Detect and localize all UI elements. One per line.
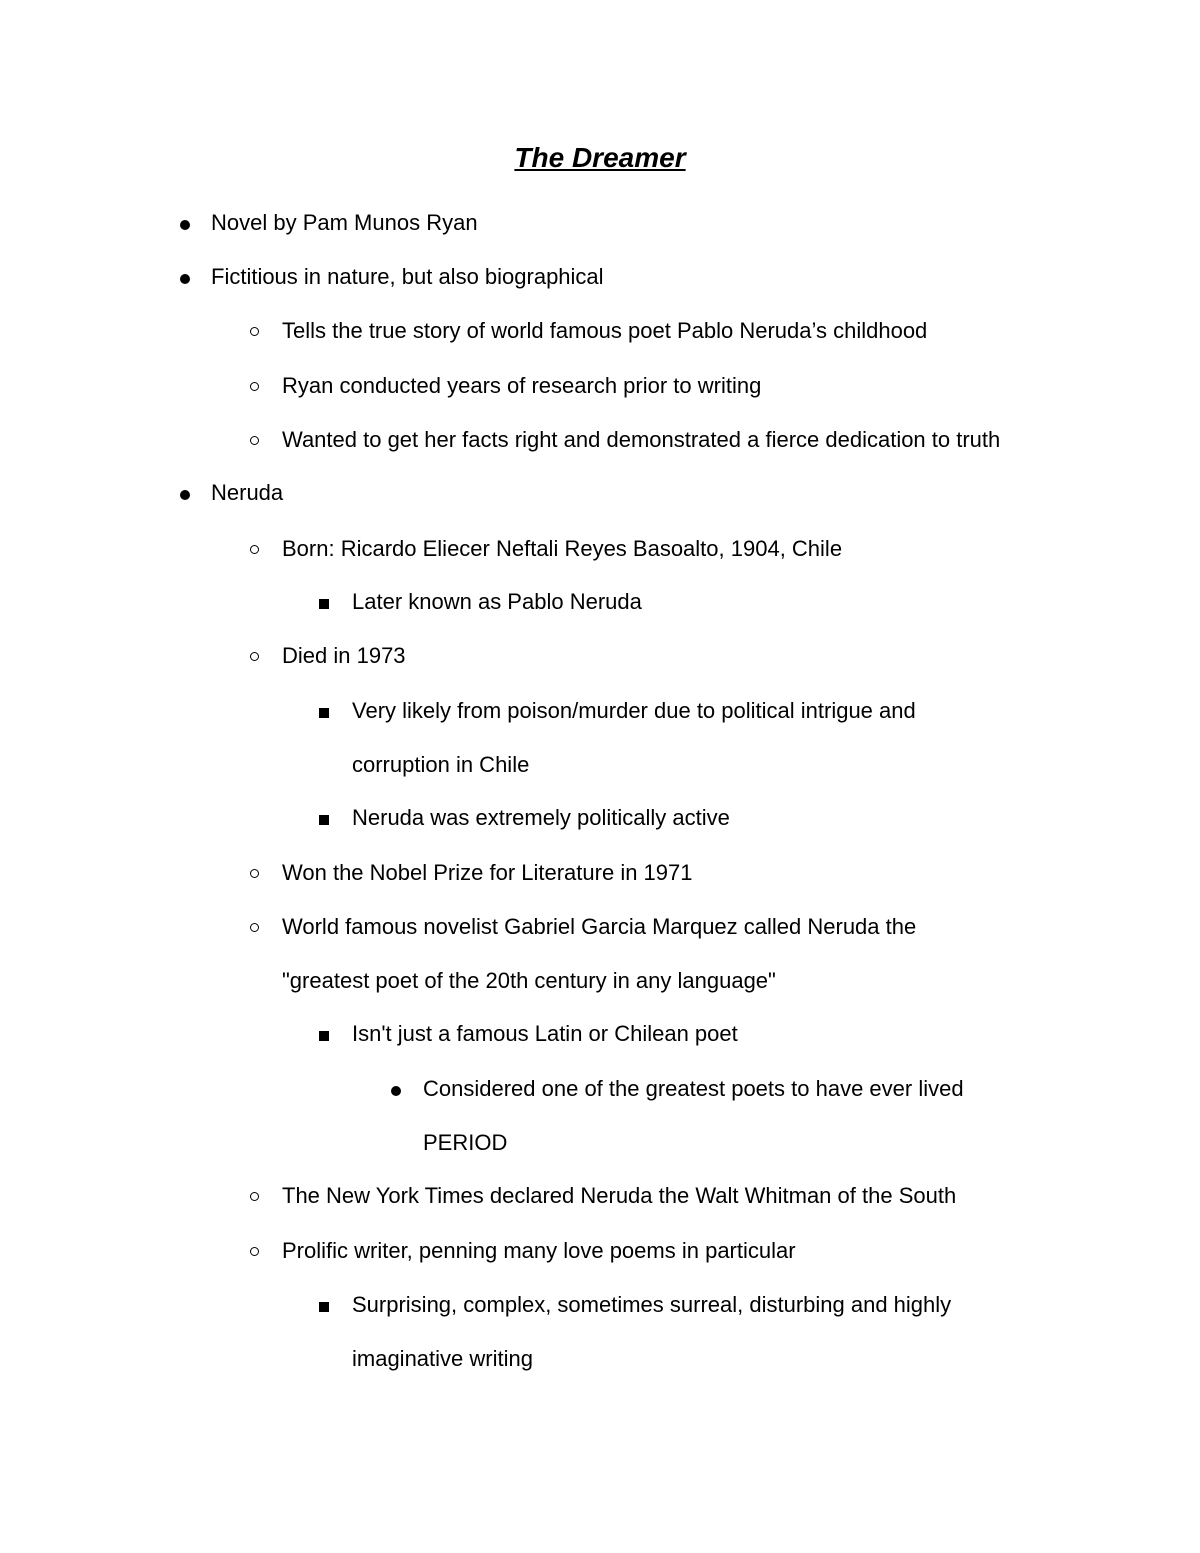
bullet-filled-circle (180, 274, 190, 284)
bullet-filled-circle (180, 220, 190, 230)
list-item: Very likely from poison/murder due to political intrigue and (352, 698, 916, 723)
list-item-continuation: imaginative writing (352, 1346, 533, 1371)
list-item: Neruda (211, 480, 284, 505)
bullet-filled-circle (391, 1086, 401, 1096)
bullet-hollow-circle (250, 923, 259, 932)
list-item: Tells the true story of world famous poet Pablo Neruda’s childhood (282, 318, 928, 343)
bullet-hollow-circle (250, 436, 259, 445)
bullet-square (319, 1031, 329, 1041)
list-item: Considered one of the greatest poets to have ever lived (423, 1076, 964, 1101)
bullet-hollow-circle (250, 382, 259, 391)
bullet-hollow-circle (250, 327, 259, 336)
bullet-hollow-circle (250, 869, 259, 878)
list-item-continuation: corruption in Chile (352, 752, 530, 777)
list-item: Later known as Pablo Neruda (352, 589, 642, 614)
bullet-hollow-circle (250, 545, 259, 554)
bullet-hollow-circle (250, 1247, 259, 1256)
list-item: Neruda was extremely politically active (352, 805, 730, 830)
list-item: Surprising, complex, sometimes surreal, disturbing and highly (352, 1292, 952, 1317)
list-item: World famous novelist Gabriel Garcia Marquez called Neruda the (282, 914, 917, 939)
bullet-hollow-circle (250, 1192, 259, 1201)
bullet-square (319, 815, 329, 825)
list-item: Prolific writer, penning many love poems in particular (282, 1238, 796, 1263)
list-item-continuation: PERIOD (423, 1130, 508, 1155)
list-item: Fictitious in nature, but also biographical (211, 264, 604, 289)
list-item: Ryan conducted years of research prior to writing (282, 373, 762, 398)
bullet-filled-circle (180, 490, 190, 500)
bullet-square (319, 1302, 329, 1312)
document-title: The Dreamer (514, 142, 686, 173)
list-item-continuation: "greatest poet of the 20th century in any language" (282, 968, 776, 993)
bullet-square (319, 708, 329, 718)
bullet-square (319, 599, 329, 609)
list-item: Born: Ricardo Eliecer Neftali Reyes Basoalto, 1904, Chile (282, 536, 843, 561)
list-item: Won the Nobel Prize for Literature in 1971 (282, 860, 693, 885)
bullet-hollow-circle (250, 652, 259, 661)
list-item: Novel by Pam Munos Ryan (211, 210, 478, 235)
list-item: The New York Times declared Neruda the Walt Whitman of the South (282, 1183, 957, 1208)
list-item: Isn't just a famous Latin or Chilean poet (352, 1021, 738, 1046)
list-item: Wanted to get her facts right and demonstrated a fierce dedication to truth (282, 427, 1001, 452)
list-item: Died in 1973 (282, 643, 406, 668)
